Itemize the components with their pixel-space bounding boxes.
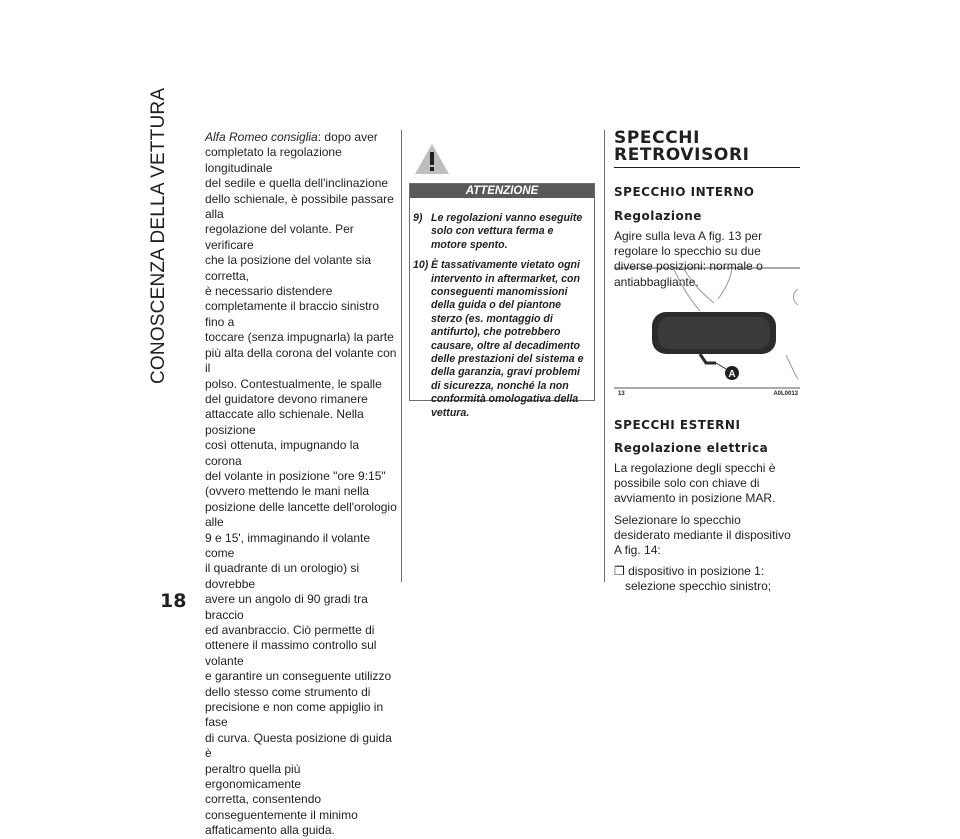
advice-line: corretta, consentendo: [205, 792, 322, 807]
advice-line: attaccate allo schienale. Nella posizione: [205, 407, 364, 437]
advice-line: del sedile e quella dell'inclinazione: [205, 176, 389, 191]
column-divider-2: [604, 130, 605, 582]
advice-line: polso. Contestualmente, le spalle: [205, 376, 382, 391]
advice-line: così ottenuta, impugnando la corona: [205, 438, 360, 468]
warning-item-number: 10): [413, 259, 429, 272]
advice-line: dello stesso come strumento di: [205, 684, 371, 699]
advice-line: completamente il braccio sinistro fino a: [205, 299, 380, 329]
advice-line: posizione delle lancette dell'orologio alle: [205, 499, 397, 530]
bullet-item: [614, 564, 800, 594]
warning-item-text: È tassativamente vietato ogni intervento in aftermarket, con conseguenti manomissioni della guida o del piantone sterzo (es. montaggio di antifurto), che potrebbero causare, oltre al decadimento delle prestazioni del sistema e della garanzia, gravi problemi di sicurezza, nonché la non conformità omologativa della vettura.: [431, 259, 584, 419]
external-mirrors-text-1: La regolazione degli specchi è possibile solo con chiave di avviamento in posizione MAR.: [614, 461, 776, 506]
section-title-mirrors: [614, 130, 800, 168]
advice-line: più alta della corona del volante con il: [205, 345, 397, 376]
advice-line: del guidatore devono rimanere: [205, 391, 368, 406]
column-divider-1: [401, 130, 402, 582]
advice-line: è necessario distendere: [205, 284, 333, 299]
subsubtitle-adjustment: Regolazione: [614, 209, 702, 223]
advice-line: ed avanbraccio. Ciò permette di: [205, 623, 375, 637]
external-mirrors-section: [614, 418, 800, 595]
side-section-title: CONOSCENZA DELLA VETTURA: [148, 87, 169, 384]
bullet-checkbox-icon: ❒: [614, 564, 625, 579]
warning-item-text: Le regolazioni vanno eseguite solo con vettura ferma e motore spento.: [431, 212, 583, 251]
advice-line: di curva. Questa posizione di guida è: [205, 730, 392, 761]
warning-list: [413, 212, 590, 420]
mirrors-column: [614, 130, 800, 290]
section-title-line2: RETROVISORI: [614, 145, 750, 165]
section-title-line1: SPECCHI: [614, 128, 701, 148]
advice-line: conseguentemente il minimo: [205, 807, 358, 822]
figure-code: A0L0013: [773, 391, 798, 397]
advice-lines: [205, 145, 397, 838]
advice-line: affaticamento alla guida.: [205, 823, 335, 838]
rearview-mirror-illustration: [614, 267, 800, 389]
advice-line: (ovvero mettendo le mani nella: [205, 484, 370, 499]
warning-item: [413, 212, 590, 252]
steering-advice-text: [205, 130, 397, 839]
warning-title: ATTENZIONE: [410, 184, 594, 198]
advice-line: il quadrante di un orologio) si dovrebbe: [205, 561, 360, 591]
internal-mirror-text: Agire sulla leva A fig. 13 per regolare lo specchio su due diverse posizioni: normale o antiabbagliante.: [614, 229, 763, 289]
advice-line: e garantire un conseguente utilizzo: [205, 669, 392, 684]
figure-rearview-mirror: [614, 267, 800, 397]
external-mirrors-text-2: Selezionare lo specchio desiderato mediante il dispositivo A fig. 14:: [614, 512, 791, 558]
advice-line: del volante in posizione "ore 9:15": [205, 468, 386, 483]
advice-lead-rest: : dopo aver: [317, 130, 378, 144]
page-number: 18: [160, 590, 187, 612]
advice-line: dello schienale, è possibile passare alla: [205, 191, 394, 222]
advice-line: regolazione del volante. Per verificare: [205, 222, 354, 252]
warning-box: [409, 183, 595, 419]
warning-triangle-icon: [414, 143, 450, 175]
warning-item: [413, 259, 590, 420]
figure-number: 13: [618, 391, 625, 397]
advice-line: peraltro quella più ergonomicamente: [205, 761, 302, 792]
bullet-item-text: dispositivo in posizione 1: selezione specchio sinistro;: [625, 564, 772, 594]
warning-item-number: 9): [413, 212, 423, 224]
advice-line: 9 e 15', immaginando il volante come: [205, 530, 371, 560]
advice-line: toccare (senza impugnarla) la parte: [205, 330, 394, 345]
advice-line: completato la regolazione longitudinale: [205, 145, 342, 175]
advice-lead-italic: Alfa Romeo consiglia: [205, 130, 318, 144]
subtitle-internal-mirror: SPECCHIO INTERNO: [614, 185, 755, 199]
subtitle-external-mirrors: SPECCHI ESTERNI: [614, 418, 741, 432]
advice-first-line: [205, 130, 397, 145]
figure-callout-label: A: [728, 369, 736, 380]
subsubtitle-electric-adjustment: Regolazione elettrica: [614, 441, 769, 455]
advice-line: avere un angolo di 90 gradi tra braccio: [205, 592, 368, 622]
advice-line: precisione e non come appiglio in fase: [205, 700, 384, 730]
advice-line: ottenere il massimo controllo sul volante: [205, 638, 377, 668]
advice-line: che la posizione del volante sia corretta,: [205, 253, 372, 283]
